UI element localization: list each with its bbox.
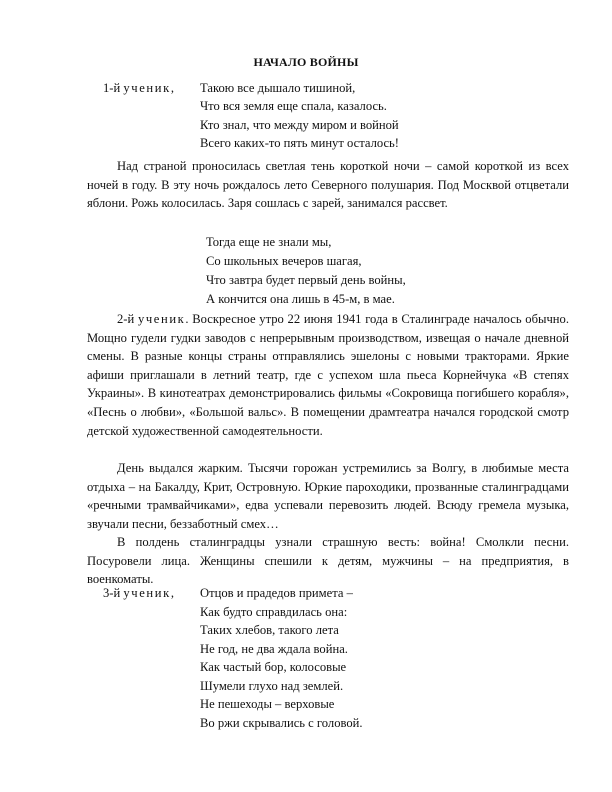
student1-line-4: Всего каких-то пять минут осталось!	[200, 136, 399, 150]
poem1-line-4: А кончится она лишь в 45-м, в мае.	[206, 292, 395, 306]
paragraph-3: В полдень сталинградцы узнали страшную весть: война! Смолкли песни. Посуровели лица. Женщины спешили к детям, мужчины – на предприятия, в военкоматы.	[87, 535, 569, 587]
student3-verse	[103, 584, 563, 734]
student3-line-7: Не пешеходы – верховые	[200, 697, 335, 711]
student3-line-3: Таких хлебов, такого лета	[200, 623, 339, 637]
student3-word: ученик	[123, 586, 171, 600]
student1-word: ученик	[123, 81, 171, 95]
student3-line-6: Шумели глухо над землей.	[200, 678, 344, 693]
student2-num: 2-й	[117, 312, 135, 326]
paragraph-1: Над страной проносилась светлая тень короткой ночи – самой короткой из всех ночей в году. В эту ночь рождалось лето Северного полушария. Под Москвой отцветали яблони. Рожь колосилась. Заря сошлась с зарей, занимался рассвет.	[87, 159, 569, 210]
student3-speaker: 3-й ученик,	[103, 586, 174, 600]
poem-1	[206, 233, 406, 309]
student1-line-2: Что вся земля еще спала, казалось.	[200, 99, 387, 113]
student3-line-1: Отцов и прадедов примета –	[200, 586, 353, 600]
poem1-line-3: Что завтра будет первый день войны,	[206, 273, 406, 287]
student1-speaker: 1-й ученик,	[103, 81, 174, 95]
poem1-line-1: Тогда еще не знали мы,	[206, 235, 332, 249]
student2-text: Воскресное утро 22 июня 1941 года в Сталинграде началось обычно. Мощно гудели гудки заводов с непрерывным производством, извещая о начале дневной смены. В разные концы страны отправлялись эшелоны с новыми тракторами. Яркие афиши приглашали в летний театр, где с успехом шла пьеса Корнейчука «В степях Украины». В кинотеатрах демонстрировались фильмы «Сокровища погибшего корабля», «Песнь о любви», «Большой вальс». В помещении драмтеатра начался городской смотр детской художественной самодеятельности.	[87, 312, 569, 438]
poem1-line-2: Со школьных вечеров шагая,	[206, 254, 362, 268]
student2-paragraph: 2-й ученик. Воскресное утро 22 июня 1941 года в Сталинграде началось обычно. Мощно гудели гудки заводов с непрерывным производством, извещая о начале дневной смены. В разные концы страны отправлялись эшелоны с новыми тракторами. Яркие афиши приглашали в летний театр, где с успехом шла пьеса Корнейчука «В степях Украины». В кинотеатрах демонстрировались фильмы «Сокровища погибшего корабля», «Песнь о любви», «Большой вальс». В помещении драмтеатра начался городской смотр детской художественной самодеятельности.	[87, 312, 569, 438]
student3-line-4: Не год, не два ждала война.	[200, 641, 348, 656]
student2-word: ученик	[137, 312, 186, 326]
page-title: НАЧАЛО ВОЙНЫ	[253, 55, 359, 69]
student3-num: 3-й	[103, 586, 121, 600]
student1-num: 1-й	[103, 81, 121, 95]
student1-line-1: Такою все дышало тишиной,	[200, 81, 356, 95]
student3-line-5: Как частый бор, колосовые	[200, 660, 347, 674]
student3-line-2: Как будто справдилась она:	[200, 604, 348, 619]
student1-verse	[103, 79, 563, 153]
paragraph-2: День выдался жарким. Тысячи горожан устремились за Волгу, в любимые места отдыха – на Бакалду, Крит, Островную. Юркие пароходики, прозванные сталинградцами «речными трамвайчиками», едва успевали перевозить людей. Всюду гремела музыка, звучали песни, беззаботный смех…	[87, 461, 569, 531]
student3-line-8: Во ржи скрывались с головой.	[200, 715, 363, 730]
student1-line-3: Кто знал, что между миром и войной	[200, 118, 399, 132]
